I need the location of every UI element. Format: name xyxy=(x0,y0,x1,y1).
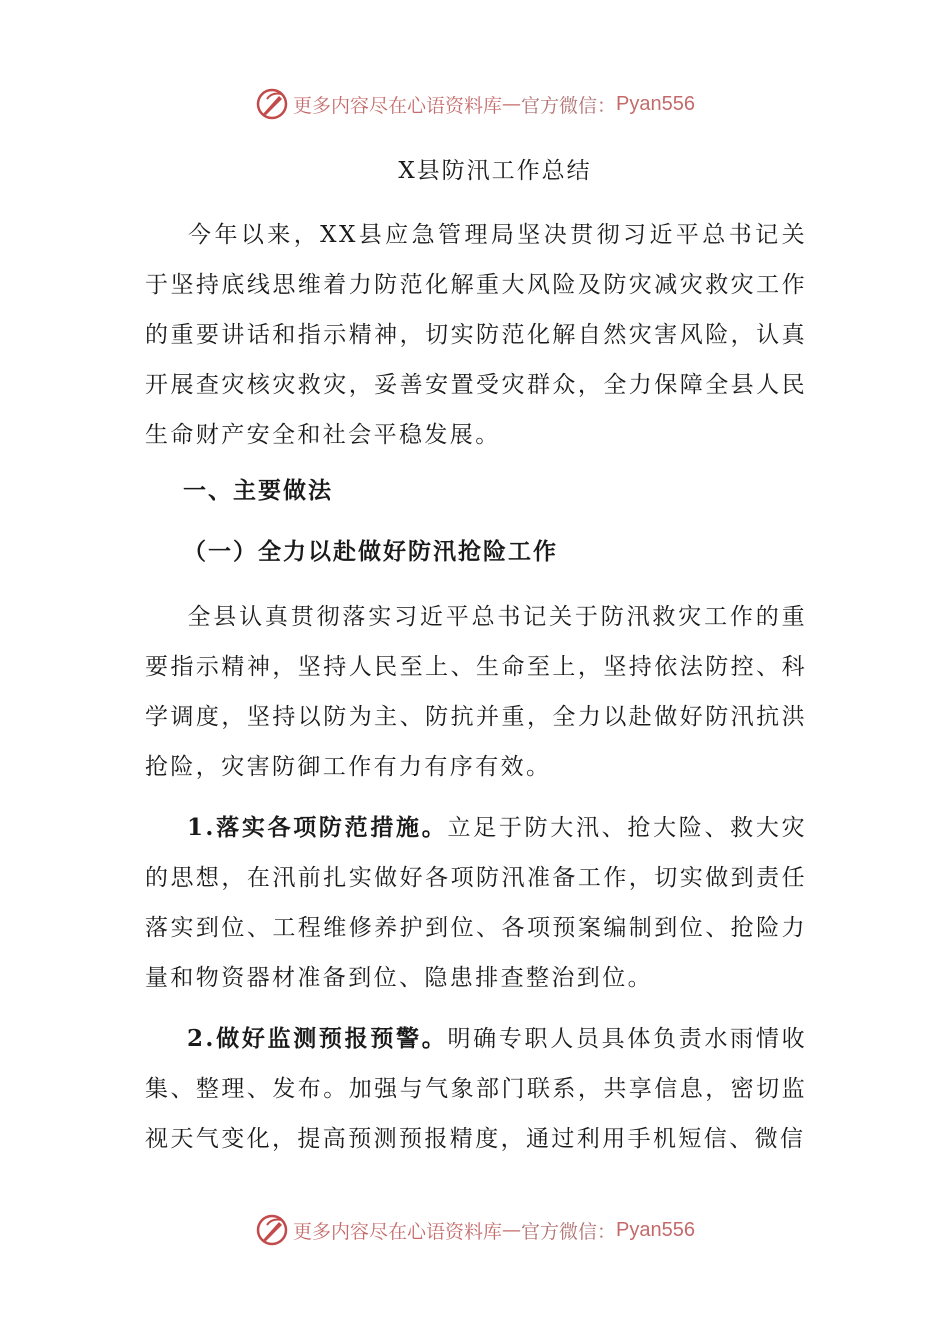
subsection-paragraph xyxy=(145,592,807,792)
item-2-text: 明确专职人员具体负责水雨情收集、整理、发布。加强与气象部门联系，共享信息，密切监视天气变化，提高预测预报精度，通过利用手机短信、微信 xyxy=(145,1026,807,1152)
section-heading: 一、主要做法 xyxy=(183,477,333,504)
watermark-label: 官方微信： xyxy=(521,94,617,117)
subsection-heading: （一）全力以赴做好防汛抢险工作 xyxy=(183,538,558,565)
intro-paragraph xyxy=(145,210,807,460)
quill-logo-icon xyxy=(255,87,289,121)
item-1-lead: 1.落实各项防范措施。 xyxy=(187,814,448,841)
watermark-label: 官方微信： xyxy=(521,1220,617,1243)
quill-logo-icon xyxy=(255,1213,289,1247)
watermark-wechat-id: Pyan556 xyxy=(616,92,695,115)
item-2-lead: 2.做好监测预报预警。 xyxy=(187,1025,448,1052)
item-2-paragraph xyxy=(145,1014,807,1164)
watermark-separator: — xyxy=(502,93,522,115)
item-1-text: 立足于防大汛、抢大险、救大灾的思想，在汛前扎实做好各项防汛准备工作，切实做到责任落实到位、工程维修养护到位、各项预案编制到位、抢险力量和物资器材准备到位、隐患排查整治到位。 xyxy=(145,815,807,991)
intro-text: 今年以来，XX县应急管理局坚决贯彻习近平总书记关于坚持底线思维着力防范化解重大风险及防灾减灾救灾工作的重要讲话和指示精神，切实防范化解自然灾害风险，认真开展查灾核灾救灾，妥善安置受灾群众，全力保障全县人民生命财产安全和社会平稳发展。 xyxy=(145,222,807,448)
watermark-text: 更多内容尽在心语资料库 xyxy=(293,94,503,117)
item-1-paragraph xyxy=(145,803,807,1003)
watermark-footer xyxy=(0,1210,950,1250)
watermark-separator: — xyxy=(502,1219,522,1241)
watermark-header xyxy=(0,84,950,124)
watermark-text: 更多内容尽在心语资料库 xyxy=(293,1220,503,1243)
document-title: X县防汛工作总结 xyxy=(398,158,592,184)
watermark-wechat-id: Pyan556 xyxy=(616,1218,695,1241)
subsection-text: 全县认真贯彻落实习近平总书记关于防汛救灾工作的重要指示精神，坚持人民至上、生命至上，坚持依法防控、科学调度，坚持以防为主、防抗并重，全力以赴做好防汛抗洪抢险，灾害防御工作有力有序有效。 xyxy=(145,604,807,780)
